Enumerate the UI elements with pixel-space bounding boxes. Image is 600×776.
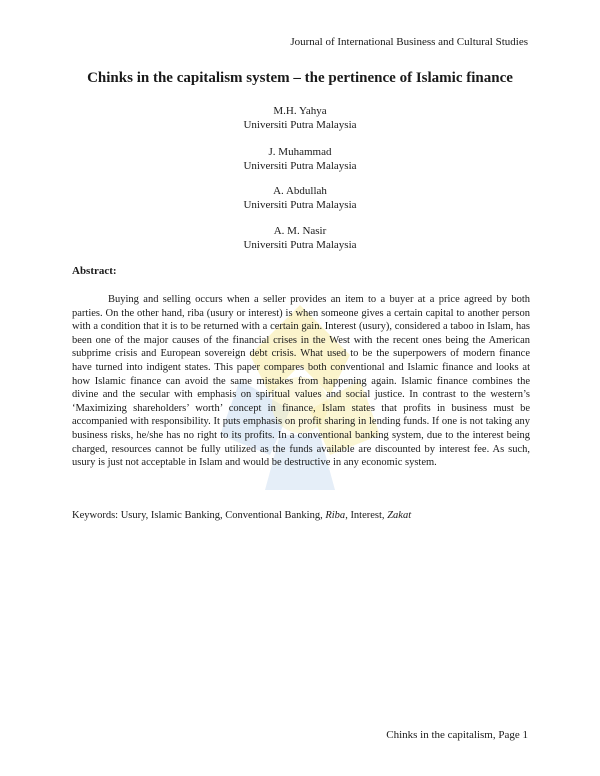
author-block (0, 145, 600, 173)
author-block (0, 224, 600, 252)
author-name: A. Abdullah (273, 185, 327, 197)
keyword-riba: Riba (325, 510, 346, 521)
author-block (0, 184, 600, 212)
keywords-list-cont: , Interest, (345, 510, 385, 521)
author-name: J. Muhammad (268, 146, 332, 158)
keyword-zakat: Zakat (387, 510, 412, 521)
abstract-paragraph (72, 293, 530, 470)
author-affiliation: Universiti Putra Malaysia (243, 119, 357, 131)
author-name: A. M. Nasir (273, 225, 327, 237)
abstract-text: Buying and selling occurs when a seller provides an item to a buyer at a price agreed by both parties. On the other hand, riba (usury or interest) is when someone gives a certain capital to another person with a condition that it is to be returned with a certain gain. Interest (usury), considered a taboo in Islam, has been one of the major causes of the financial crises in the West with the recent ones being the American subprime crisis and European sovereign debt crisis. What used to be the superpowers of modern finance have turned into indigent states. This paper compares both conventional and Islamic finance and looks at how Islamic finance can avoid the same mistakes from happening again. Islamic finance combines the divine and the secular with emphasis on spiritual values and social justice. In contrast to the western’s ‘Maximizing shareholders’ worth’ concept in finance, Islam states that profits in business must be accompanied with responsibility. It puts emphasis on profit sharing in lending funds. If one is not taking any business risks, he/she has no right to its profits. In a conventional banking system, due to the interest being charged, resources cannot be fully utilized as the funds available are discounted by interest fee. As such, usury is just not acceptable in Islam and would be destructive in any economic system. (72, 294, 530, 469)
author-affiliation: Universiti Putra Malaysia (243, 160, 357, 172)
author-name: M.H. Yahya (273, 105, 327, 117)
keywords-label: Keywords: (72, 510, 119, 521)
abstract-heading: Abstract: (72, 265, 117, 277)
author-affiliation: Universiti Putra Malaysia (243, 239, 357, 251)
author-block (0, 104, 600, 132)
journal-running-head: Journal of International Business and Cultural Studies (290, 36, 528, 48)
keywords-list: Usury, Islamic Banking, Conventional Banking, (120, 510, 323, 521)
keywords-line (72, 510, 411, 521)
page-footer: Chinks in the capitalism, Page 1 (386, 729, 528, 741)
author-affiliation: Universiti Putra Malaysia (243, 199, 357, 211)
paper-title: Chinks in the capitalism system – the pertinence of Islamic finance (87, 70, 513, 86)
